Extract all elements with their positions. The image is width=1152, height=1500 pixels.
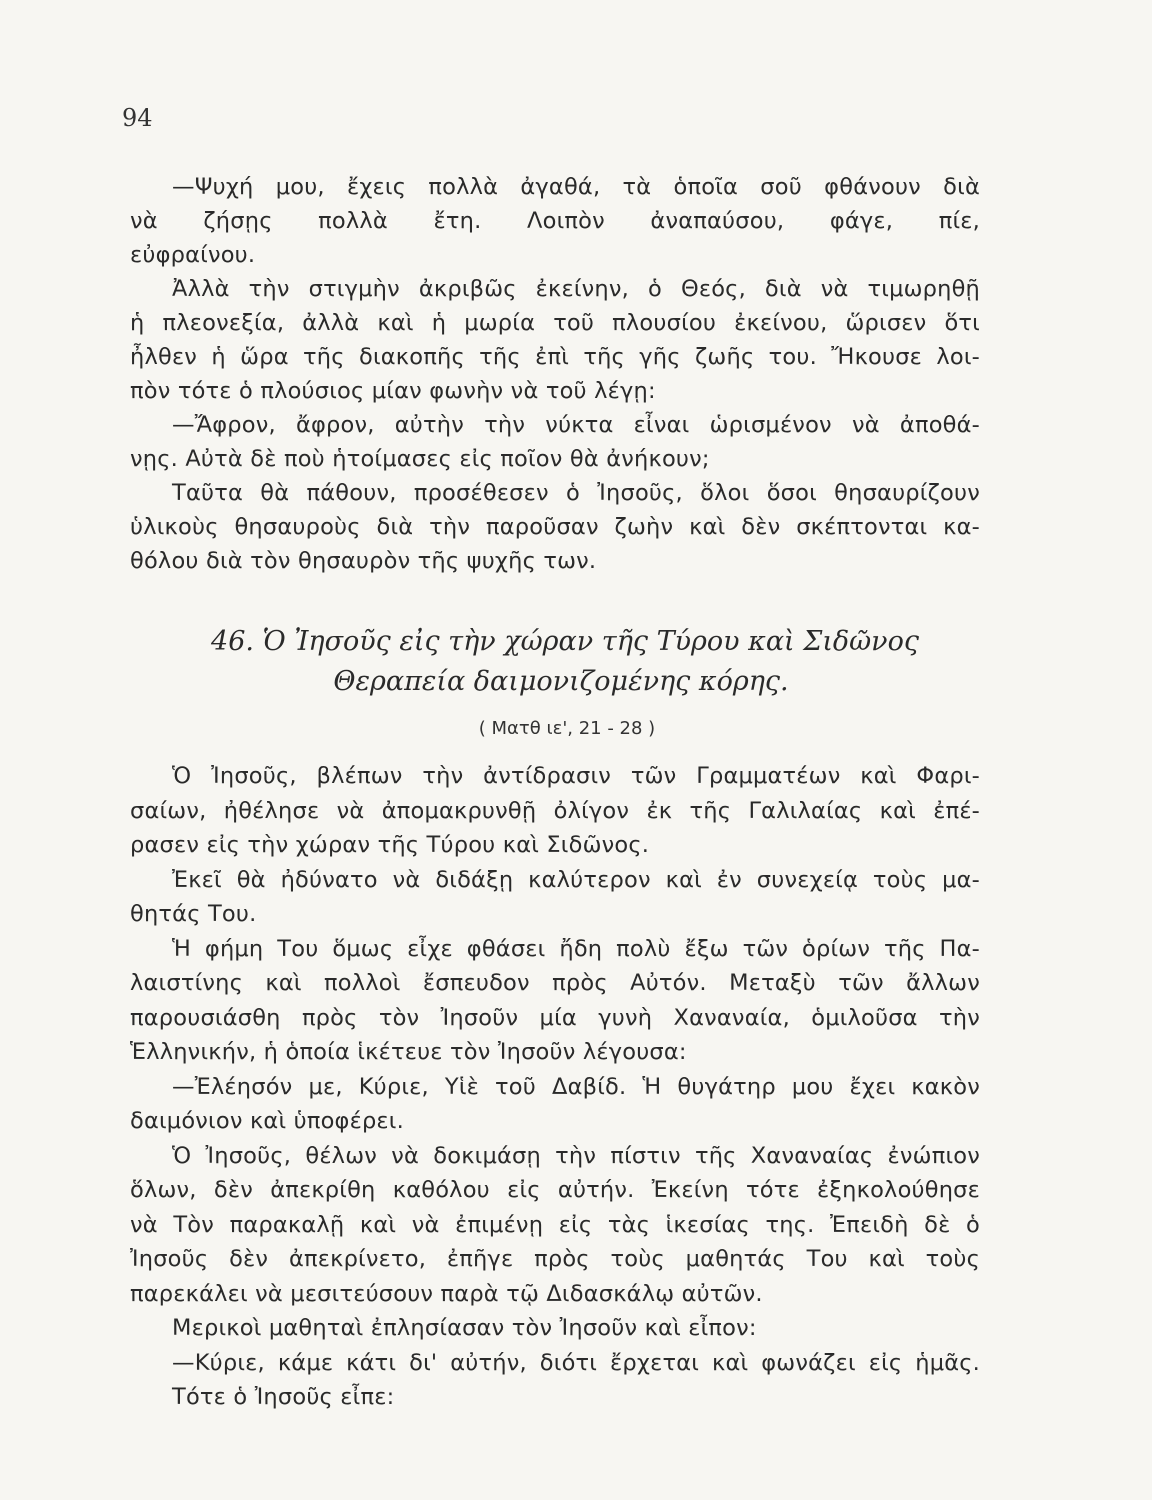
text-line: ὅλων, δὲν ἀπεκρίθη καθόλου εἰς αὐτήν. Ἐκείνη τότε ἐξηκολούθησε: [130, 1177, 980, 1203]
text-line: Ἐκεῖ θὰ ἠδύνατο νὰ διδάξῃ καλύτερον καὶ ἐν συνεχείᾳ τοὺς μα-: [172, 866, 980, 893]
text-line: νὰ Τὸν παρακαλῇ καὶ νὰ ἐπιμένῃ εἰς τὰς ἱκεσίας της. Ἐπειδὴ δὲ ὁ: [130, 1211, 980, 1238]
text-line: λαιστίνης καὶ πολλοὶ ἔσπευδον πρὸς Αὐτόν. Μεταξὺ τῶν ἄλλων: [130, 970, 980, 996]
text-line: Μερικοὶ μαθηταὶ ἐπλησίασαν τὸν Ἰησοῦν καὶ εἶπον:: [172, 1315, 757, 1341]
text-line: παρεκάλει νὰ μεσιτεύσουν παρὰ τῷ Διδασκάλῳ αὐτῶν.: [130, 1280, 763, 1307]
text-block-bottom: [130, 759, 980, 1415]
text-line: ὑλικοὺς θησαυροὺς διὰ τὴν παροῦσαν ζωὴν καὶ δὲν σκέπτονται κα-: [130, 514, 980, 540]
text-line: θόλου διὰ τὸν θησαυρὸν τῆς ψυχῆς των.: [130, 548, 597, 574]
scripture-reference: ( Ματθ ιε', 21 - 28 ): [478, 718, 656, 739]
text-line: —Ἐλέησόν με, Κύριε, Υἱὲ τοῦ Δαβίδ. Ἡ θυγάτηρ μου ἔχει κακὸν: [172, 1073, 980, 1100]
text-line: θητάς Του.: [130, 901, 257, 927]
text-line: Ἀλλὰ τὴν στιγμὴν ἀκριβῶς ἐκείνην, ὁ Θεός, διὰ νὰ τιμωρηθῇ: [172, 276, 980, 302]
text-line: Ἡ φήμη Του ὅμως εἶχε φθάσει ἤδη πολὺ ἔξω τῶν ὁρίων τῆς Πα-: [172, 935, 980, 962]
section-title: 46. Ὁ Ἰησοῦς εἰς τὴν χώραν τῆς Τύρου καὶ Σιδῶνος: [211, 626, 919, 657]
text-block-top: [130, 170, 980, 578]
text-line: σαίων, ἠθέλησε νὰ ἀπομακρυνθῇ ὀλίγον ἐκ τῆς Γαλιλαίας καὶ ἐπέ-: [130, 797, 980, 824]
text-line: —Κύριε, κάμε κάτι δι' αὐτήν, διότι ἔρχεται καὶ φωνάζει εἰς ἡμᾶς.: [172, 1349, 980, 1376]
section-heading: [130, 622, 980, 702]
text-line: ρασεν εἰς τὴν χώραν τῆς Τύρου καὶ Σιδῶνος.: [130, 832, 650, 858]
text-line: νὰ ζήσῃς πολλὰ ἔτη. Λοιπὸν ἀναπαύσου, φάγε, πίε,: [130, 208, 980, 234]
text-line: Ἑλληνικήν, ἡ ὁποία ἱκέτευε τὸν Ἰησοῦν λέγουσα:: [130, 1039, 687, 1065]
section-subtitle: Θεραπεία δαιμονιζομένης κόρης.: [333, 666, 789, 697]
text-line: Ὁ Ἰησοῦς, βλέπων τὴν ἀντίδρασιν τῶν Γραμματέων καὶ Φαρι-: [172, 763, 980, 789]
text-line: Τότε ὁ Ἰησοῦς εἶπε:: [172, 1384, 395, 1410]
text-line: —Ἄφρον, ἄφρον, αὐτὴν τὴν νύκτα εἶναι ὡρισμένον νὰ ἀποθά-: [172, 412, 980, 438]
text-line: Ἰησοῦς δὲν ἀπεκρίνετο, ἐπῆγε πρὸς τοὺς μαθητάς Του καὶ τοὺς: [130, 1246, 980, 1272]
text-line: ἡ πλεονεξία, ἀλλὰ καὶ ἡ μωρία τοῦ πλουσίου ἐκείνου, ὥρισεν ὅτι: [130, 310, 980, 336]
text-line: δαιμόνιον καὶ ὑποφέρει.: [130, 1108, 404, 1134]
text-line: —Ψυχή μου, ἔχεις πολλὰ ἀγαθά, τὰ ὁποῖα σοῦ φθάνουν διὰ: [172, 174, 980, 200]
text-line: ἦλθεν ἡ ὥρα τῆς διακοπῆς τῆς ἐπὶ τῆς γῆς ζωῆς του. Ἤκουσε λοι-: [130, 344, 980, 370]
page-number: 94: [122, 104, 153, 132]
text-line: εὐφραίνου.: [130, 242, 256, 268]
text-line: νῃς. Αὐτὰ δὲ ποὺ ἡτοίμασες εἰς ποῖον θὰ ἀνήκουν;: [130, 446, 710, 472]
text-line: παρουσιάσθη πρὸς τὸν Ἰησοῦν μία γυνὴ Χαναναία, ὁμιλοῦσα τὴν: [130, 1004, 980, 1031]
text-line: πὸν τότε ὁ πλούσιος μίαν φωνὴν νὰ τοῦ λέγῃ:: [130, 378, 656, 404]
text-line: Ταῦτα θὰ πάθουν, προσέθεσεν ὁ Ἰησοῦς, ὅλοι ὅσοι θησαυρίζουν: [172, 480, 980, 506]
text-line: Ὁ Ἰησοῦς, θέλων νὰ δοκιμάσῃ τὴν πίστιν τῆς Χαναναίας ἐνώπιον: [172, 1142, 980, 1169]
